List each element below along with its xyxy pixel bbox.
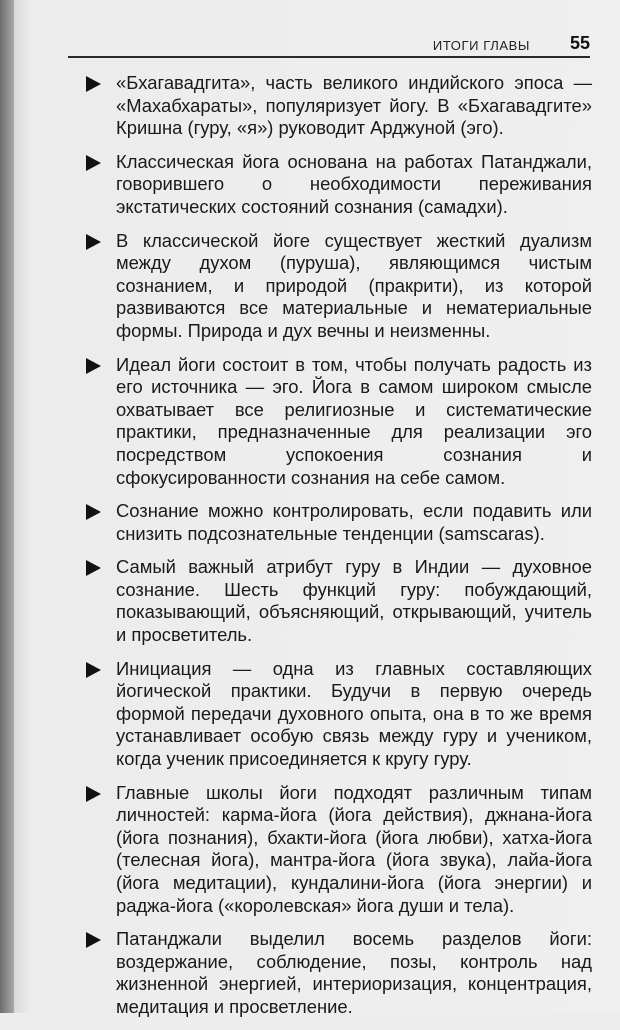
summary-item: [84, 72, 592, 140]
summary-item: [84, 354, 592, 490]
summary-item: [84, 556, 592, 646]
summary-item: [84, 230, 592, 343]
summary-item: [84, 500, 592, 545]
summary-item-text: Самый важный атрибут гуру в Индии — духовное сознание. Шесть функций гуру: побуждающий, показывающий, объясняющий, открывающий, учитель и просветитель.: [116, 556, 592, 646]
summary-item-text: Патанджали выделил восемь разделов йоги: воздержание, соблюдение, позы, контроль над жизненной энергией, интериоризация, концентрация, медитация и просветление.: [116, 928, 592, 1017]
page-number: 55: [569, 33, 590, 53]
book-spine-shadow: [0, 0, 14, 1013]
running-title: ИТОГИ ГЛАВЫ: [432, 38, 530, 53]
summary-item-text: Сознание можно контролировать, если подавить или снизить подсознательные тенденции (samscaras).: [116, 500, 592, 544]
summary-item: [84, 928, 592, 1018]
summary-item-text: «Бхагавадгита», часть великого индийского эпоса — «Махабхараты», популяризует йогу. В «Бхагавадгите» Кришна (гуру, «я») руководит Арджуной (эго).: [116, 72, 592, 139]
summary-item: [84, 658, 592, 771]
triangle-bullet-icon: [86, 662, 101, 678]
header-rule: [68, 56, 590, 58]
triangle-bullet-icon: [86, 234, 101, 250]
summary-item-text: Главные школы йоги подходят различным типам личностей: карма-йога (йога действия), джнана-йога (йога познания), бхакти-йога (йога любви), хатха-йога (телесная йога), мантра-йога (йога звука), лайа-йога (йога медитации), кундалини-йога (йога энергии) и раджа-йога («королевская» йога души и тела).: [116, 781, 592, 916]
summary-item: [84, 782, 592, 918]
triangle-bullet-icon: [86, 560, 101, 576]
summary-list: [84, 72, 592, 1030]
triangle-bullet-icon: [86, 358, 101, 374]
triangle-bullet-icon: [86, 504, 101, 520]
summary-item-text: В классической йоге существует жесткий дуализм между духом (пуруша), являющимся чистым сознанием, и природой (пракрити), из которой развиваются все материальные и нематериальные формы. Природа и дух вечны и неизменны.: [116, 229, 592, 341]
triangle-bullet-icon: [86, 155, 101, 171]
running-header: [68, 30, 590, 60]
triangle-bullet-icon: [86, 786, 101, 802]
summary-item: [84, 151, 592, 219]
summary-item-text: Идеал йоги состоит в том, чтобы получать радость из его источника — эго. Йога в самом широком смысле охватывает все религиозные и систематические практики, предназначенные для реализации эго посредством успокоения сознания и сфокусированности сознания на себе самом.: [116, 353, 592, 488]
triangle-bullet-icon: [86, 76, 101, 92]
triangle-bullet-icon: [86, 932, 101, 948]
summary-item-text: Классическая йога основана на работах Патанджали, говорившего о необходимости переживания экстатических состояний сознания (самадхи).: [116, 150, 592, 217]
summary-item-text: Инициация — одна из главных составляющих йогической практики. Будучи в первую очередь формой передачи духовного опыта, она в то же время устанавливает особую связь между гуру и учеником, когда ученик присоединяется к кругу гуру.: [116, 657, 592, 770]
